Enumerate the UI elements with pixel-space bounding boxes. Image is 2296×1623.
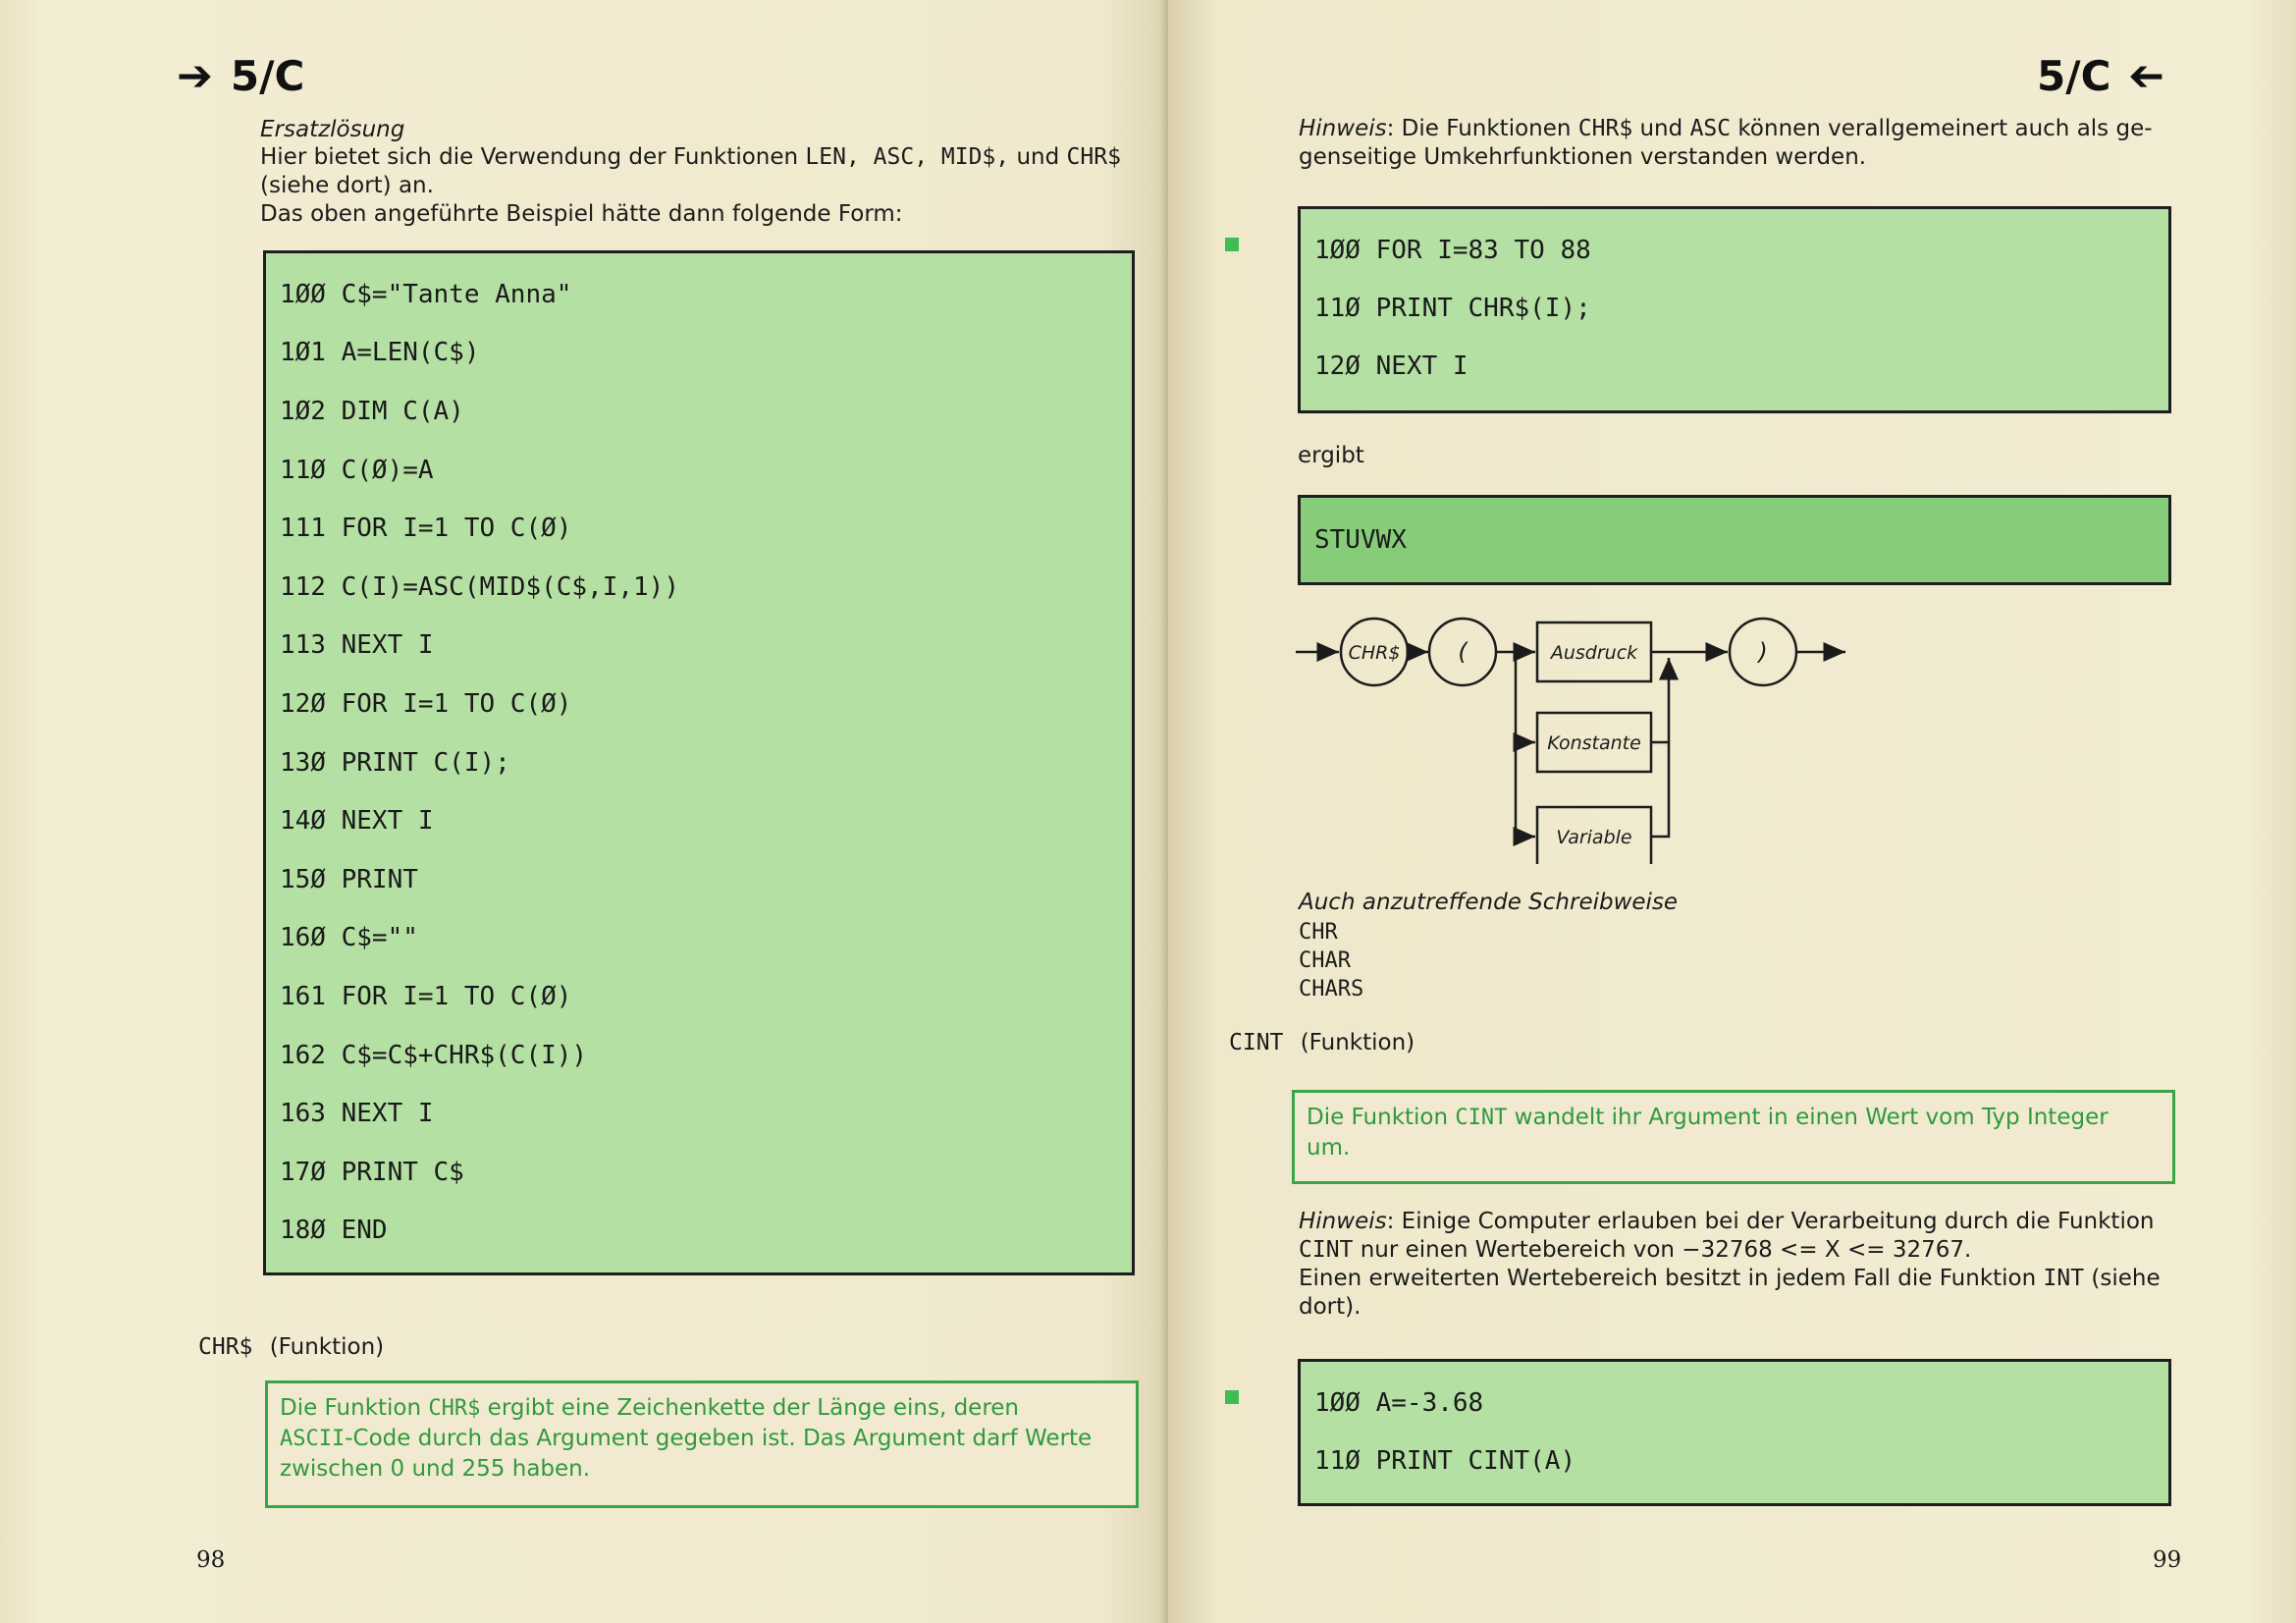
alt-notation-title: Auch anzutreffende Schreibweise [1299,890,1679,915]
code-line: 1Ø1 A=LEN(C$) [280,338,480,368]
note-hinweis-1 [1299,115,2280,172]
code-line: 111 FOR I=1 TO C(Ø) [280,514,572,544]
code-line: 1ØØ FOR I=83 TO 88 [1314,235,1591,265]
intro-text: Hier bietet sich die Verwendung der Funktionen [260,144,806,170]
note-text: Einen erweiterten Wertebereich besitzt in jedem Fall die Funktion [1299,1266,2044,1291]
intro-chr-keyword: CHR$ [1066,144,1121,170]
green-bullet-icon [1225,238,1239,251]
result-label: ergibt [1298,443,1364,468]
code-listing-right-1 [1298,206,2171,413]
subtitle: Ersatzlösung [260,117,405,142]
code-line: 163 NEXT I [280,1099,434,1129]
def-text: Die Funktion [280,1395,429,1421]
code-line: 113 NEXT I [280,630,434,661]
entry-chr-heading [198,1333,384,1362]
alt-form: CHAR [1299,948,1351,973]
diagram-label-expr: Ausdruck [1550,642,1638,664]
note-text: genseitige Umkehrfunktionen verstanden werden. [1299,144,1867,170]
right-section-label: 5/C [2037,52,2111,100]
diagram-label-var: Variable [1556,827,1632,848]
note-label: Hinweis [1299,116,1387,141]
code-line: 15Ø PRINT [280,864,418,894]
note-text: (siehe [2084,1266,2161,1291]
def-text: ergibt eine Zeichenkette der Länge eins, deren [480,1395,1019,1421]
diagram-line [1516,652,1535,742]
code-line: 13Ø PRINT C(I); [280,747,510,778]
entry-cint-heading [1229,1029,1415,1057]
note-text: nur einen Wertebereich von −32768 <= X <= 32767. [1353,1237,1972,1263]
code-line: 11Ø PRINT CINT(A) [1314,1445,1576,1476]
intro-and: und [1009,144,1067,170]
def-keyword: CHR$ [428,1396,481,1421]
note-text: : Einige Computer erlauben bei der Verarbeitung durch die Funktion [1386,1209,2155,1234]
diagram-label-const: Konstante [1547,732,1641,754]
definition-box-cint [1292,1090,2175,1184]
arrow-right-icon: ➔ [177,51,213,101]
result-box: STUVWX [1298,495,2171,585]
left-section-heading [177,51,304,101]
def-keyword: ASCII [280,1427,346,1451]
intro-line-3: Das oben angeführte Beispiel hätte dann folgende Form: [260,201,903,227]
diagram-line [1516,742,1535,837]
diagram-label-chr: CHR$ [1348,642,1401,664]
code-line: 17Ø PRINT C$ [280,1157,464,1187]
arrow-left-icon: ➔ [2128,51,2165,101]
def-text: zwischen 0 und 255 haben. [280,1456,591,1482]
code-line: 14Ø NEXT I [280,806,434,837]
intro-functions: LEN, ASC, MID$, [805,144,1010,170]
note-keyword: ASC [1689,116,1732,141]
code-line: 1ØØ A=-3.68 [1314,1387,1484,1418]
code-line: 12Ø FOR I=1 TO C(Ø) [280,688,572,719]
alt-notation-list [1299,918,1363,1003]
code-line: 1Ø2 DIM C(A) [280,396,464,426]
note-text: : Die Funktionen [1386,116,1578,141]
note-text: können verallgemeinert auch als ge- [1731,116,2153,141]
page-number-left: 98 [196,1547,226,1573]
def-keyword: CINT [1455,1106,1508,1130]
code-line: 11Ø PRINT CHR$(I); [1314,293,1591,323]
note-text: dort). [1299,1294,1362,1320]
code-line: 16Ø C$="" [280,923,418,953]
intro-paragraph [260,143,1144,229]
right-section-heading [2037,51,2164,101]
alt-form: CHR [1299,920,1338,945]
def-text: -Code durch das Argument gegeben ist. Das Argument darf Werte [345,1426,1093,1451]
right-page [1168,0,2296,1623]
left-section-label: 5/C [230,52,305,100]
entry-type: (Funktion) [1300,1030,1415,1055]
def-text: wandelt ihr Argument in einen Wert vom Typ Integer [1507,1105,2109,1130]
definition-box-chr [265,1380,1139,1508]
intro-line-2: (siehe dort) an. [260,173,434,198]
def-text: um. [1307,1135,1351,1161]
note-keyword: INT [2043,1266,2085,1291]
code-listing-left [263,250,1135,1275]
note-hinweis-2 [1299,1208,2280,1322]
note-keyword: CHR$ [1577,116,1633,141]
def-text: Die Funktion [1307,1105,1456,1130]
page-number-right: 99 [2153,1547,2182,1573]
entry-keyword: CINT [1229,1030,1284,1055]
note-label: Hinweis [1299,1209,1387,1234]
note-text: und [1632,116,1690,141]
code-line: 162 C$=C$+CHR$(C(I)) [280,1040,588,1070]
code-line: 18Ø END [280,1216,388,1246]
alt-form: CHARS [1299,977,1364,1001]
code-line: 161 FOR I=1 TO C(Ø) [280,981,572,1011]
code-line: 112 C(I)=ASC(MID$(C$,I,1)) [280,571,679,602]
entry-type: (Funktion) [269,1334,385,1360]
code-listing-right-2 [1298,1359,2171,1506]
diagram-label-open: ( [1458,638,1468,666]
code-line: 11Ø C(Ø)=A [280,455,434,485]
entry-keyword: CHR$ [198,1334,253,1360]
code-line: 1ØØ C$="Tante Anna" [280,279,572,309]
code-line: 12Ø NEXT I [1314,352,1468,382]
diagram-line [1651,742,1669,837]
note-keyword: CINT [1299,1237,1354,1263]
green-bullet-icon [1225,1390,1239,1404]
syntax-diagram [1296,609,2081,864]
diagram-label-close: ) [1758,638,1768,666]
